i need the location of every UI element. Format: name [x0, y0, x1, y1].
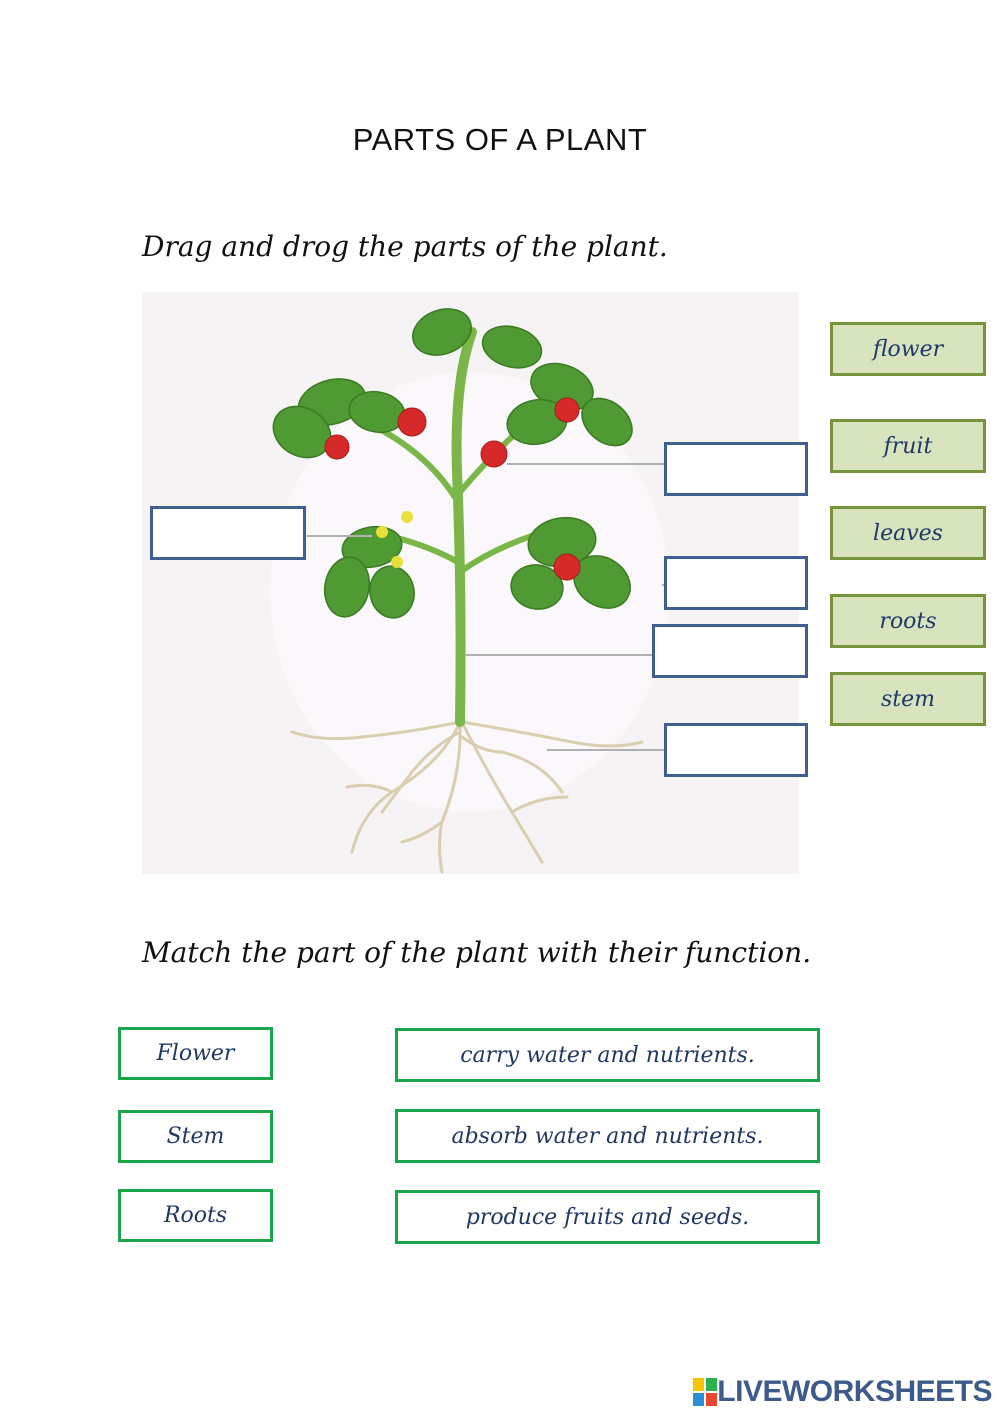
drop-target-fruit[interactable] — [664, 442, 808, 496]
match-part-flower[interactable]: Flower — [118, 1027, 273, 1080]
match-function-carry[interactable]: carry water and nutrients. — [395, 1028, 820, 1082]
word-card-stem[interactable]: stem — [830, 672, 986, 726]
word-card-leaves[interactable]: leaves — [830, 506, 986, 560]
match-part-roots[interactable]: Roots — [118, 1189, 273, 1242]
page-title: PARTS OF A PLANT — [352, 122, 648, 157]
drop-target-stem[interactable] — [652, 624, 808, 678]
word-card-flower[interactable]: flower — [830, 322, 986, 376]
word-card-roots[interactable]: roots — [830, 594, 986, 648]
match-part-stem[interactable]: Stem — [118, 1110, 273, 1163]
match-function-absorb[interactable]: absorb water and nutrients. — [395, 1109, 820, 1163]
liveworksheets-logo-icon — [693, 1378, 717, 1406]
instruction-match: Match the part of the plant with their function. — [142, 936, 812, 969]
drop-target-roots[interactable] — [664, 723, 808, 777]
drop-target-flower[interactable] — [150, 506, 306, 560]
match-function-produce[interactable]: produce fruits and seeds. — [395, 1190, 820, 1244]
liveworksheets-logo[interactable] — [693, 1374, 992, 1410]
drop-target-leaves[interactable] — [664, 556, 808, 610]
instruction-drag: Drag and drog the parts of the plant. — [142, 230, 668, 263]
word-card-fruit[interactable]: fruit — [830, 419, 986, 473]
liveworksheets-logo-text: LIVEWORKSHEETS — [717, 1375, 992, 1408]
